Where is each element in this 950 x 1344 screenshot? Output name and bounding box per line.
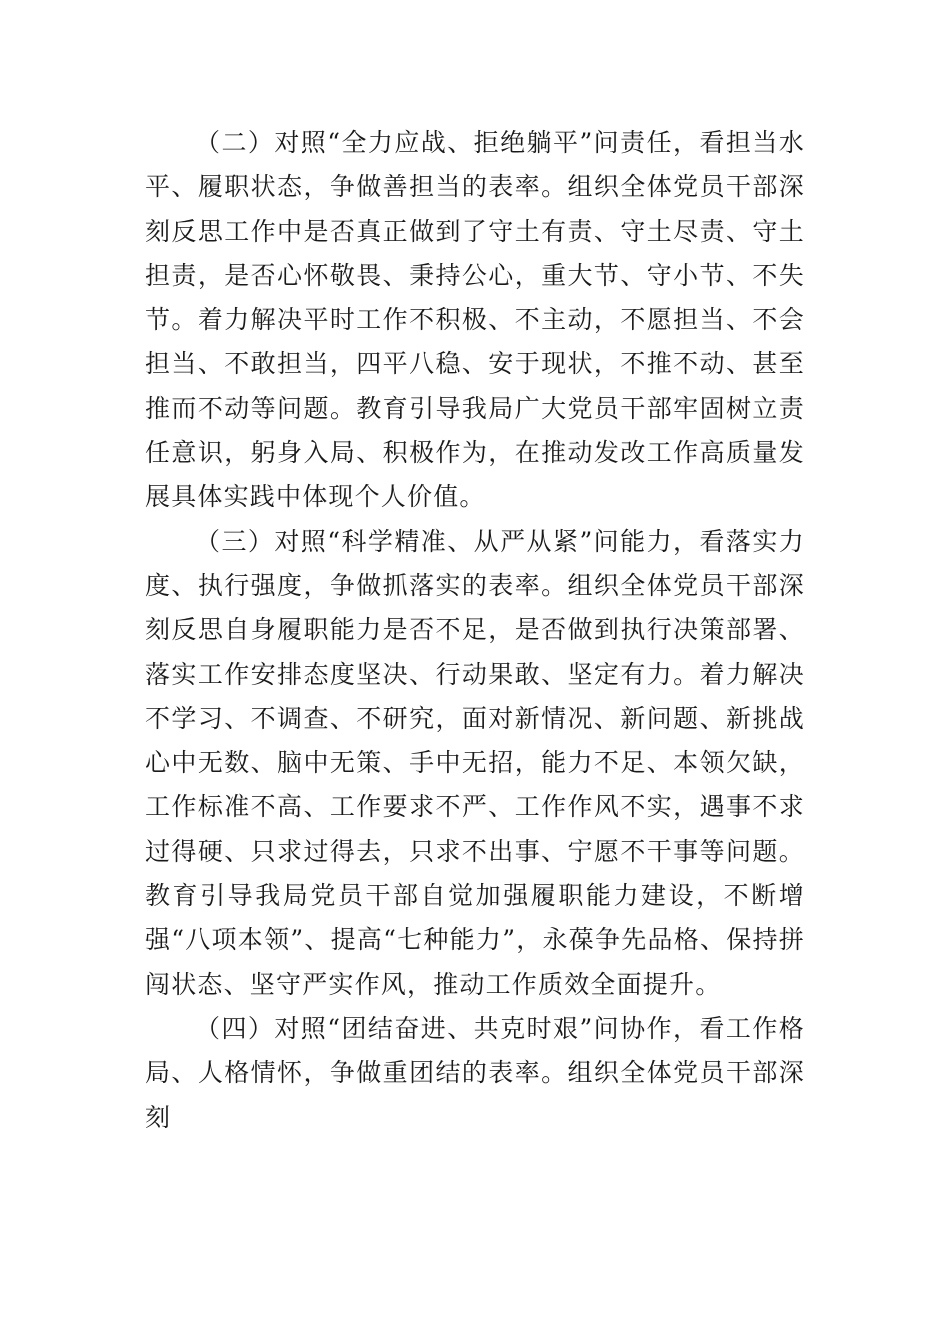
paragraph-section-4: （四）对照“团结奋进、共克时艰”问协作，看工作格局、人格情怀，争做重团结的表率。组织全体党员干部深刻	[145, 1013, 805, 1132]
paragraph-section-3: （三）对照“科学精准、从严从紧”问能力，看落实力度、执行强度，争做抓落实的表率。组织全体党员干部深刻反思自身履职能力是否不足，是否做到执行决策部署、落实工作安排态度坚决、行动果敢、坚定有力。着力解决不学习、不调查、不研究，面对新情况、新问题、新挑战心中无数、脑中无策、手中无招，能力不足、本领欠缺，工作标准不高、工作要求不严、工作作风不实，遇事不求过得硬、只求过得去，只求不出事、宁愿不干事等问题。教育引导我局党员干部自觉加强履职能力建设，不断增强“八项本领”、提高“七种能力”，永葆争先品格、保持拼闯状态、坚守严实作风，推动工作质效全面提升。	[145, 526, 805, 999]
document-body	[145, 121, 805, 1140]
paragraph-section-2: （二）对照“全力应战、拒绝躺平”问责任，看担当水平、履职状态，争做善担当的表率。组织全体党员干部深刻反思工作中是否真正做到了守土有责、守土尽责、守土担责，是否心怀敬畏、秉持公心，重大节、守小节、不失节。着力解决平时工作不积极、不主动，不愿担当、不会担当、不敢担当，四平八稳、安于现状，不推不动、甚至推而不动等问题。教育引导我局广大党员干部牢固树立责任意识，躬身入局、积极作为，在推动发改工作高质量发展具体实践中体现个人价值。	[145, 128, 805, 512]
